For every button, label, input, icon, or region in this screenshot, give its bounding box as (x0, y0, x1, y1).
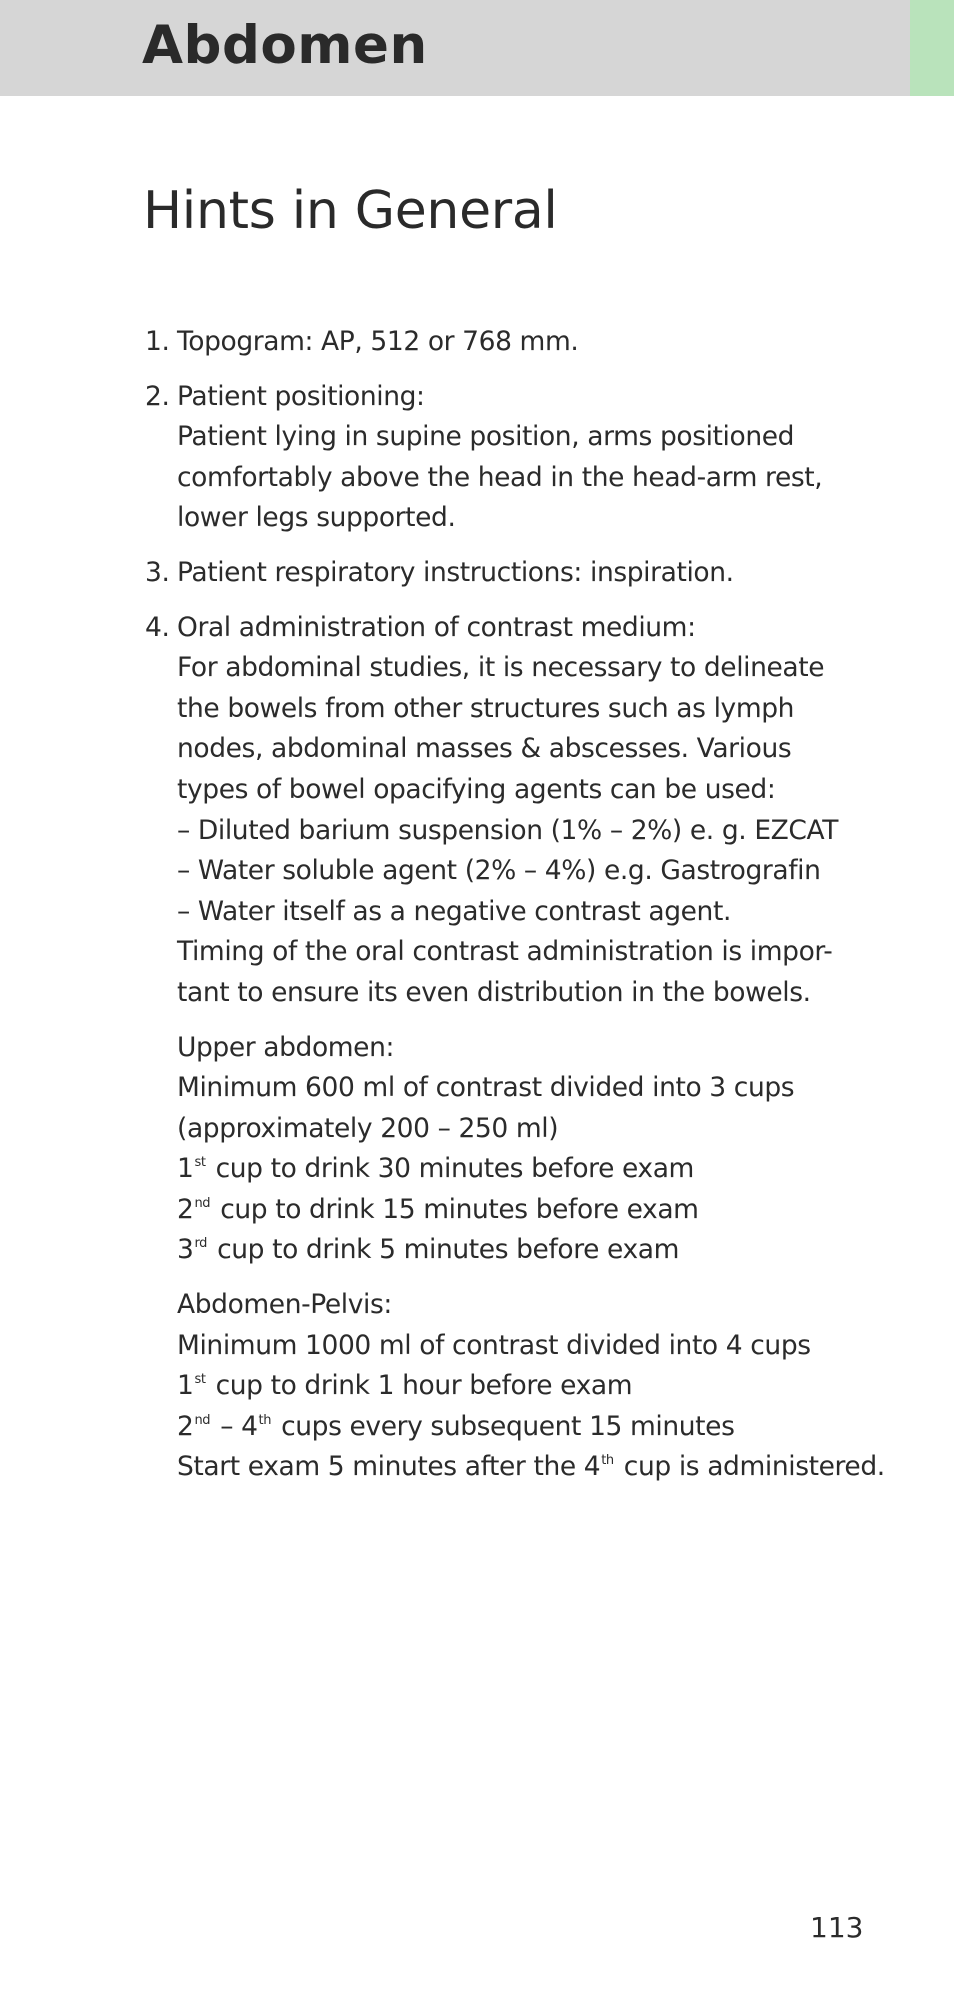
ordinal-suffix: nd (194, 1195, 211, 1211)
upper-abdomen-cup-2 (177, 1190, 905, 1231)
abdomen-pelvis-start (177, 1447, 905, 1488)
hint-number: 3. (145, 556, 170, 588)
hint-number: 4. (145, 611, 170, 643)
ordinal-suffix: th (258, 1412, 272, 1428)
hint-item-1 (145, 322, 905, 363)
hint-number: 1. (145, 326, 170, 357)
ordinal-number: 3 (177, 1234, 194, 1266)
hint-text: – Water soluble agent (2% – 4%) e.g. Gastrografin (177, 855, 821, 887)
abdomen-pelvis-cup-1 (177, 1366, 905, 1407)
hint-text: For abdominal studies, it is necessary to delineate (177, 652, 825, 684)
header-band (0, 0, 910, 96)
hint-text: – Water itself as a negative contrast agent. (177, 895, 731, 927)
cup-text: cups every subsequent 15 minutes (273, 1410, 735, 1442)
hint-text: Patient lying in supine position, arms positioned (177, 421, 795, 453)
hint-text: – Diluted barium suspension (1% – 2%) e. g. EZCAT (177, 814, 838, 846)
hint-text: lower legs supported. (177, 502, 456, 534)
page-number: 113 (810, 1911, 864, 1944)
section-color-tab (910, 0, 954, 96)
hint-number: 2. (145, 380, 170, 412)
hint-text: comfortably above the head in the head-arm rest, (177, 461, 823, 493)
hint-item-4 (145, 608, 905, 1488)
upper-abdomen-block (177, 1028, 905, 1272)
ordinal-suffix: st (194, 1155, 206, 1171)
upper-abdomen-heading: Upper abdomen: (177, 1031, 394, 1063)
upper-abdomen-text: (approximately 200 – 250 ml) (177, 1112, 559, 1144)
hints-list (145, 322, 905, 1502)
abdomen-pelvis-text: Minimum 1000 ml of contrast divided into 4 cups (177, 1329, 811, 1361)
hint-text: Patient positioning: (177, 380, 425, 412)
hint-text: Timing of the oral contrast administration is impor- (177, 936, 833, 968)
cup-text: cup to drink 5 minutes before exam (209, 1234, 680, 1266)
page-title: Hints in General (143, 181, 558, 241)
upper-abdomen-cup-1 (177, 1149, 905, 1190)
hint-item-2 (145, 377, 905, 539)
abdomen-pelvis-heading: Abdomen-Pelvis: (177, 1289, 392, 1321)
cup-text: cup to drink 1 hour before exam (207, 1370, 633, 1402)
upper-abdomen-cup-3 (177, 1230, 905, 1271)
ordinal-suffix: st (194, 1372, 206, 1388)
ordinal-suffix: nd (194, 1412, 211, 1428)
hint-text: the bowels from other structures such as lymph (177, 692, 795, 724)
hint-text: nodes, abdominal masses & abscesses. Various (177, 733, 792, 765)
ordinal-suffix: rd (194, 1236, 208, 1252)
ordinal-number: 2 (177, 1193, 194, 1225)
hint-text: tant to ensure its even distribution in the bowels. (177, 976, 811, 1008)
ordinal-number: 1 (177, 1370, 194, 1402)
abdomen-pelvis-block (177, 1285, 905, 1488)
range-text: – 4 (212, 1410, 258, 1442)
start-text: cup is administered. (615, 1451, 885, 1483)
hint-text: Oral administration of contrast medium: (177, 611, 696, 643)
cup-text: cup to drink 30 minutes before exam (207, 1153, 694, 1185)
abdomen-pelvis-cups-range (177, 1407, 905, 1448)
hint-text: Topogram: AP, 512 or 768 mm. (177, 326, 579, 357)
start-text: Start exam 5 minutes after the 4 (177, 1451, 601, 1483)
hint-text: Patient respiratory instructions: inspiration. (177, 556, 734, 588)
ordinal-number: 2 (177, 1410, 194, 1442)
hint-text: types of bowel opacifying agents can be used: (177, 773, 776, 805)
section-title: Abdomen (142, 15, 428, 76)
hint-item-3 (145, 553, 905, 594)
cup-text: cup to drink 15 minutes before exam (212, 1193, 699, 1225)
ordinal-number: 1 (177, 1153, 194, 1185)
ordinal-suffix: th (601, 1453, 614, 1469)
upper-abdomen-text: Minimum 600 ml of contrast divided into 3 cups (177, 1072, 795, 1104)
